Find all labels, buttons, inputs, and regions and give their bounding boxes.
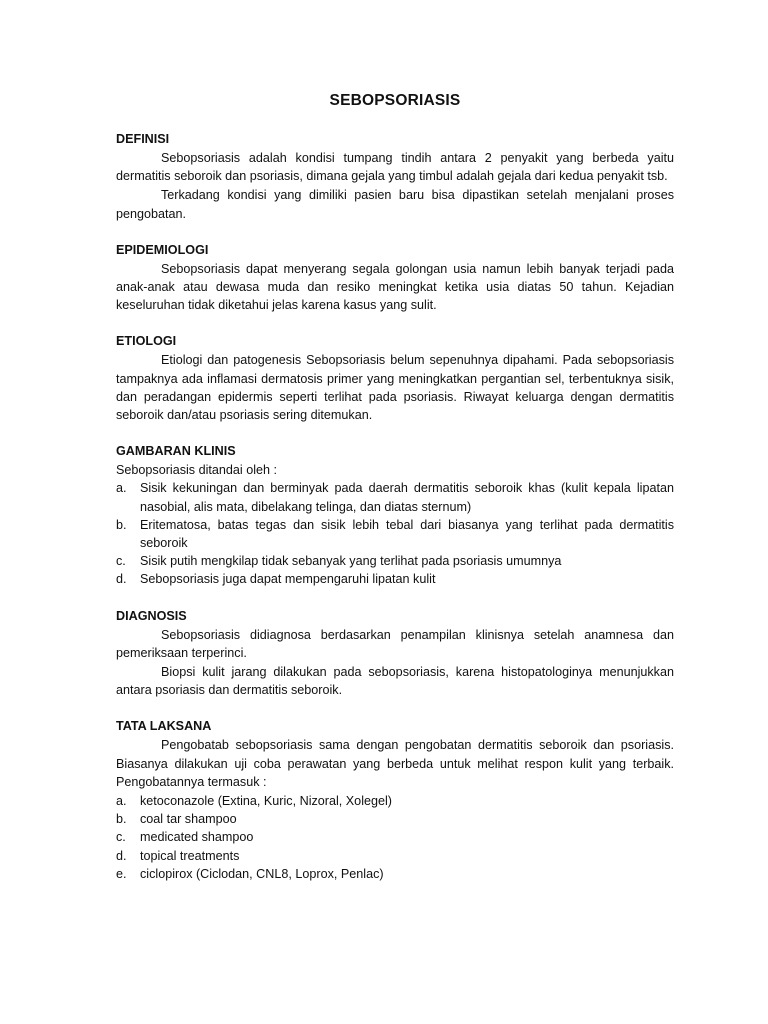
- section-tata-laksana: [116, 719, 674, 883]
- list-item-text: Sisik kekuningan dan berminyak pada daerah dermatitis seboroik khas (kulit kepala lipatan nasobial, alis mata, dibelakang telinga, dan diatas sternum): [140, 481, 674, 514]
- list-marker: d.: [116, 572, 127, 587]
- list-item-text: ciclopirox (Ciclodan, CNL8, Loprox, Penlac): [140, 866, 384, 881]
- list-item-text: topical treatments: [140, 848, 240, 863]
- paragraph: Terkadang kondisi yang dimiliki pasien baru bisa dipastikan setelah menjalani proses pengobatan.: [116, 188, 674, 221]
- list-marker: a.: [116, 794, 127, 809]
- paragraph: Sebopsoriasis adalah kondisi tumpang tindih antara 2 penyakit yang berbeda yaitu dermatitis seboroik dan psoriasis, dimana gejala yang timbul adalah gejala dari kedua penyakit tsb.: [116, 151, 674, 184]
- lead-text: Sebopsoriasis ditandai oleh :: [116, 463, 278, 478]
- list-item: [116, 865, 674, 883]
- section-gambaran-klinis: [116, 444, 674, 588]
- list-marker: a.: [116, 481, 127, 496]
- list-marker: b.: [116, 812, 127, 827]
- list-item-text: Eritematosa, batas tegas dan sisik lebih tebal dari biasanya yang terlihat pada dermatitis seboroik: [140, 517, 674, 551]
- section-heading: EPIDEMIOLOGI: [116, 242, 209, 257]
- list-item-text: Sebopsoriasis juga dapat mempengaruhi lipatan kulit: [140, 572, 436, 587]
- list-item-text: coal tar shampoo: [140, 812, 237, 827]
- list-item: [116, 552, 674, 570]
- list-item-text: ketoconazole (Extina, Kuric, Nizoral, Xolegel): [140, 794, 392, 809]
- paragraph: Sebopsoriasis didiagnosa berdasarkan penampilan klinisnya setelah anamnesa dan pemeriksaan terperinci.: [116, 627, 674, 660]
- list-marker: c.: [116, 830, 126, 845]
- list-marker: c.: [116, 554, 126, 569]
- section-heading: GAMBARAN KLINIS: [116, 444, 236, 459]
- paragraph: Biopsi kulit jarang dilakukan pada sebopsoriasis, karena histopatologinya menunjukkan antara psoriasis dan dermatitis seboroik.: [116, 665, 674, 698]
- list-marker: b.: [116, 517, 127, 532]
- list-marker: e.: [116, 866, 127, 881]
- paragraph: Sebopsoriasis dapat menyerang segala golongan usia namun lebih banyak terjadi pada anak-anak atau dewasa muda dan resiko meningkat ketika usia diatas 50 tahun. Kejadian keseluruhan tidak diketahui jelas karena kasus yang sulit.: [116, 261, 674, 313]
- section-heading: ETIOLOGI: [116, 334, 177, 349]
- list-item-text: medicated shampoo: [140, 830, 254, 845]
- list-item: [116, 810, 674, 828]
- section-heading: DIAGNOSIS: [116, 608, 187, 623]
- paragraph: Pengobatab sebopsoriasis sama dengan pengobatan dermatitis seboroik dan psoriasis. Biasanya dilakukan uji coba perawatan yang berbeda untuk melihat respon kulit yang terbaik. Pengobatannya termasuk :: [116, 738, 674, 789]
- list-item: [116, 516, 674, 552]
- section-heading: DEFINISI: [116, 132, 170, 146]
- symptom-list: [116, 479, 674, 588]
- page-title: SEBOPSORIASIS: [329, 92, 461, 109]
- treatment-list: [116, 792, 674, 883]
- list-item-text: Sisik putih mengkilap tidak sebanyak yang terlihat pada psoriasis umumnya: [140, 554, 562, 569]
- list-item: [116, 828, 674, 846]
- list-item: [116, 792, 674, 810]
- section-diagnosis: [116, 609, 674, 700]
- section-etiologi: [116, 334, 674, 424]
- list-marker: d.: [116, 848, 127, 863]
- list-item: [116, 847, 674, 865]
- section-epidemiologi: [116, 243, 674, 315]
- section-heading: TATA LAKSANA: [116, 719, 212, 734]
- list-item: [116, 479, 674, 515]
- list-item: [116, 570, 674, 588]
- paragraph: Etiologi dan patogenesis Sebopsoriasis belum sepenuhnya dipahami. Pada sebopsoriasis tampaknya ada inflamasi dermatosis primer yang meningkatkan pergantian sel, terbentuknya sisik, dan peradangan epidermis seperti terlihat pada psoriasis. Riwayat keluarga dengan dermatitis seboroik dan/atau psoriasis sering ditemukan.: [116, 353, 674, 423]
- section-definisi: [116, 132, 674, 223]
